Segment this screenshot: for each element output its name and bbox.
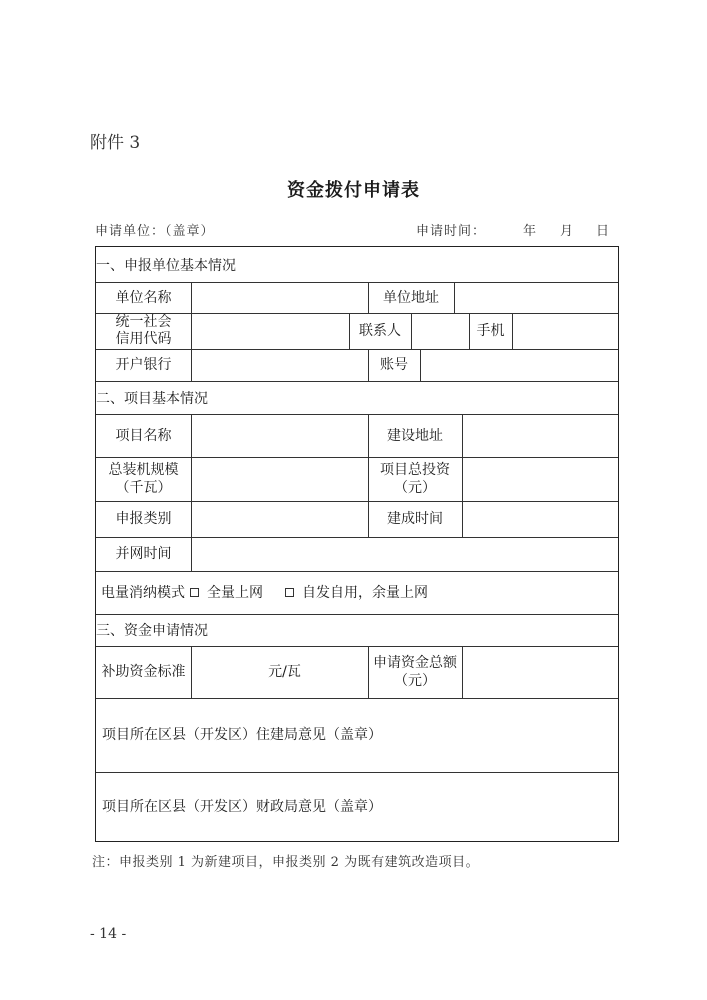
project-name-field[interactable] bbox=[191, 414, 368, 457]
grid-time-field[interactable] bbox=[191, 537, 620, 571]
section-heading-applicant: 一、申报单位基本情况 bbox=[96, 257, 236, 274]
option-full-grid[interactable] bbox=[190, 584, 263, 602]
build-address-label: 建设地址 bbox=[387, 427, 443, 444]
bank-field[interactable] bbox=[191, 349, 368, 381]
completion-time-label: 建成时间 bbox=[387, 511, 443, 527]
section-heading-project: 二、项目基本情况 bbox=[96, 390, 208, 407]
contact-field[interactable] bbox=[411, 313, 469, 349]
capacity-field[interactable] bbox=[191, 457, 368, 501]
build-address-field[interactable] bbox=[462, 414, 620, 457]
unit-address-label: 单位地址 bbox=[383, 289, 439, 306]
credit-code-label: 统一社会 信用代码 bbox=[115, 314, 172, 347]
investment-field[interactable] bbox=[462, 457, 620, 501]
bank-label: 开户银行 bbox=[115, 357, 172, 373]
day-label: 日 bbox=[596, 224, 611, 239]
page-number: - 14 - bbox=[90, 926, 127, 942]
finance-bureau-opinion-label: 项目所在区县（开发区）财政局意见（盖章） bbox=[102, 799, 382, 815]
project-name-label: 项目名称 bbox=[115, 427, 172, 444]
mobile-field[interactable] bbox=[512, 313, 620, 349]
application-time-label: 申请时间： bbox=[416, 224, 487, 239]
consumption-mode-row bbox=[101, 571, 620, 614]
mobile-label: 手机 bbox=[476, 323, 505, 339]
applicant-label: 申请单位：（盖章） bbox=[95, 224, 215, 239]
checkbox-icon[interactable] bbox=[285, 588, 294, 597]
unit-name-label: 单位名称 bbox=[115, 289, 172, 306]
housing-bureau-opinion[interactable] bbox=[102, 698, 620, 772]
unit-name-field[interactable] bbox=[191, 282, 368, 313]
grid-time-label: 并网时间 bbox=[115, 546, 172, 562]
account-label: 账号 bbox=[380, 357, 408, 373]
subsidy-standard-field[interactable] bbox=[191, 646, 368, 698]
option-self-use[interactable] bbox=[285, 584, 428, 602]
credit-code-field[interactable] bbox=[191, 313, 349, 349]
option-self-use-label: 自发自用，余量上网 bbox=[302, 584, 428, 601]
account-field[interactable] bbox=[420, 349, 620, 381]
finance-bureau-opinion[interactable] bbox=[102, 772, 620, 842]
month-label: 月 bbox=[560, 224, 575, 239]
attachment-label: 附件 3 bbox=[90, 133, 141, 153]
consumption-mode-label: 电量消纳模式 bbox=[101, 584, 185, 601]
category-field[interactable] bbox=[191, 501, 368, 537]
total-amount-label: 申请资金总额 （元） bbox=[373, 655, 457, 689]
capacity-label: 总装机规模 （千瓦） bbox=[108, 462, 179, 496]
footnote: 注：申报类别 1 为新建项目，申报类别 2 为既有建筑改造项目。 bbox=[92, 855, 480, 870]
page-title: 资金拨付申请表 bbox=[287, 180, 420, 201]
completion-time-field[interactable] bbox=[462, 501, 620, 537]
option-full-grid-label: 全量上网 bbox=[207, 584, 263, 601]
checkbox-icon[interactable] bbox=[190, 588, 199, 597]
contact-label: 联系人 bbox=[359, 323, 401, 339]
category-label: 申报类别 bbox=[115, 511, 172, 527]
investment-label: 项目总投资 （元） bbox=[380, 462, 450, 496]
year-label: 年 bbox=[523, 224, 538, 239]
unit-address-field[interactable] bbox=[454, 282, 620, 313]
subsidy-standard-label: 补助资金标准 bbox=[101, 664, 186, 680]
total-amount-field[interactable] bbox=[462, 646, 620, 698]
housing-bureau-opinion-label: 项目所在区县（开发区）住建局意见（盖章） bbox=[102, 727, 382, 743]
section-heading-funding: 三、资金申请情况 bbox=[96, 623, 208, 639]
subsidy-unit: 元/瓦 bbox=[268, 664, 301, 680]
application-form-table bbox=[95, 246, 619, 842]
